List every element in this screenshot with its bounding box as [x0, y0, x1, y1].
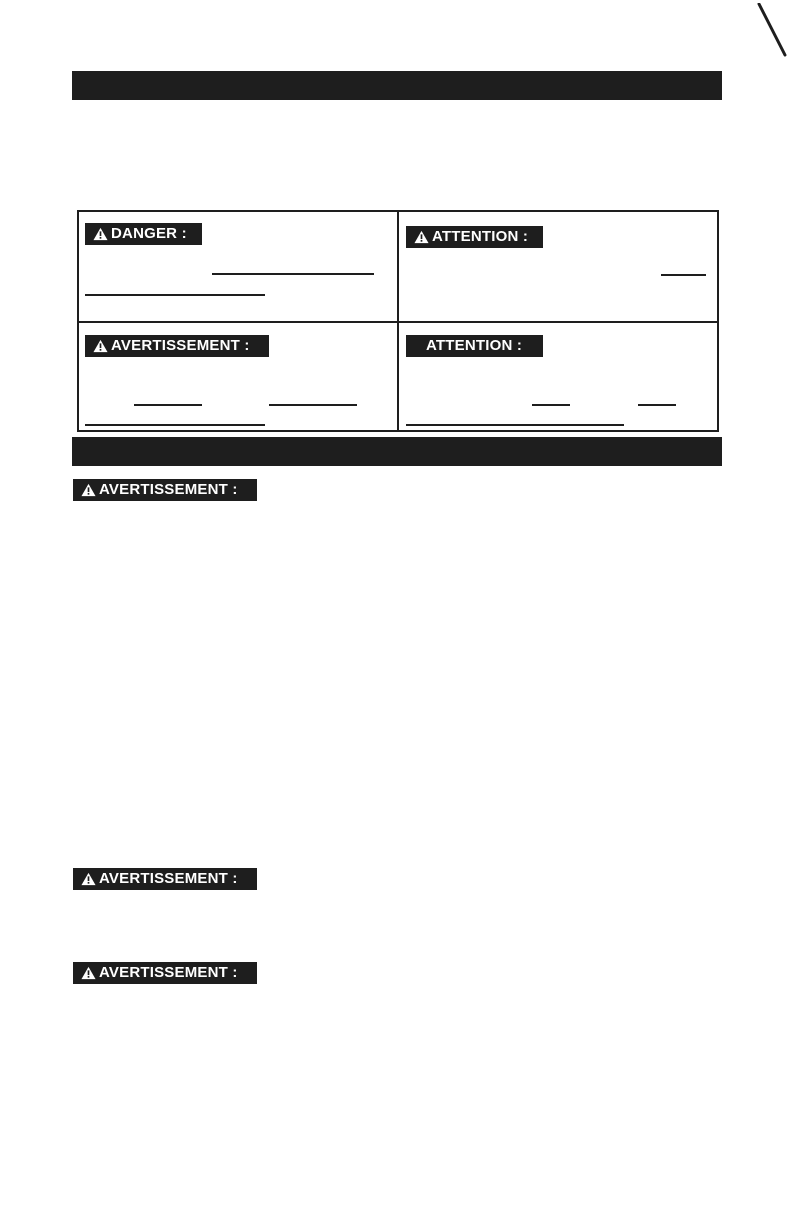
avertissement-text-underline [269, 404, 357, 406]
attention-text-underline [661, 274, 706, 276]
avertissement-label [73, 868, 257, 890]
danger-text-underline [212, 273, 374, 275]
attention-label-text: ATTENTION : [426, 337, 523, 354]
section-header-bar [72, 437, 722, 466]
attention-text-underline [638, 404, 676, 406]
attention-text-underline [532, 404, 570, 406]
table-horizontal-divider [79, 321, 717, 323]
warning-triangle-icon [81, 872, 96, 886]
danger-label [85, 223, 202, 245]
attention-text-underline [406, 424, 624, 426]
warning-triangle-icon [81, 966, 96, 980]
avertissement-label [73, 962, 257, 984]
avertissement-label-text: AVERTISSEMENT : [99, 964, 238, 981]
corner-slash-mark [757, 3, 791, 57]
avertissement-label-text: AVERTISSEMENT : [111, 337, 250, 354]
section-header-bar [72, 71, 722, 100]
signal-words-table [77, 210, 719, 432]
attention-label-no-icon [406, 335, 543, 357]
avertissement-label [85, 335, 269, 357]
attention-label [406, 226, 543, 248]
warning-triangle-icon [414, 230, 429, 244]
danger-label-text: DANGER : [111, 225, 187, 242]
avertissement-label [73, 479, 257, 501]
warning-triangle-icon [93, 339, 108, 353]
attention-label-text: ATTENTION : [432, 228, 529, 245]
avertissement-text-underline [134, 404, 202, 406]
avertissement-label-text: AVERTISSEMENT : [99, 481, 238, 498]
avertissement-label-text: AVERTISSEMENT : [99, 870, 238, 887]
danger-text-underline [85, 294, 265, 296]
warning-triangle-icon [93, 227, 108, 241]
avertissement-text-underline [85, 424, 265, 426]
warning-triangle-icon [81, 483, 96, 497]
